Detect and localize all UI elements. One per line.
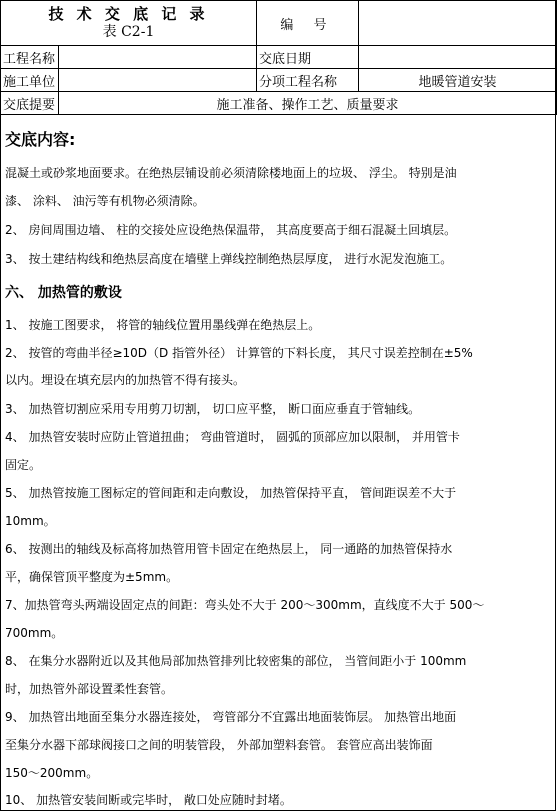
content-line: 7、加热管弯头两端设固定点的间距：弯头处不大于 200～300mm，直线度不大于 500～ [5, 598, 485, 612]
date-label: 交底日期 [257, 46, 359, 69]
content-line: 10mm。 [5, 514, 56, 528]
content-line: 固定。 [5, 458, 42, 472]
form-title-cell [1, 1, 257, 46]
number-field[interactable] [359, 1, 557, 46]
summary-label: 交底提要 [1, 92, 59, 115]
summary-field[interactable]: 施工准备、操作工艺、质量要求 [59, 92, 557, 115]
content-line: 8、 在集分水器附近以及其他局部加热管排列比较密集的部位， 当管间距小于 100mm [5, 654, 467, 668]
project-name-label: 工程名称 [1, 46, 59, 69]
number-label: 编 号 [257, 1, 359, 46]
content-line: 150～200mm。 [5, 766, 99, 780]
sub-project-label: 分项工程名称 [257, 69, 359, 92]
content-line: 3、 加热管切割应采用专用剪刀切割， 切口应平整， 断口面应垂直于管轴线。 [5, 402, 421, 416]
content-line: 2、 按管的弯曲半径≥10D（D 指管外径） 计算管的下料长度， 其尺寸误差控制在±5% [5, 346, 473, 360]
content-heading: 交底内容: [5, 130, 76, 149]
content-line: 10、 加热管安装间断或完毕时， 敞口处应随时封堵。 [5, 793, 292, 807]
date-field[interactable] [359, 46, 557, 69]
header-table [0, 0, 557, 115]
content-line: 平，确保管顶平整度为±5mm。 [5, 570, 179, 584]
content-line: 5、 加热管按施工图标定的管间距和走向敷设， 加热管保持平直， 管间距误差不大于 [5, 486, 457, 500]
content-line: 至集分水器下部球阀接口之间的明装管段， 外部加塑料套管。 套管应高出装饰面 [5, 738, 433, 752]
sub-project-field[interactable]: 地暖管道安装 [359, 69, 557, 92]
content-line: 以内。埋设在填充层内的加热管不得有接头。 [5, 373, 246, 387]
content-line: 1、 按施工图要求， 将管的轴线位置用墨线弹在绝热层上。 [5, 318, 321, 332]
unit-field[interactable] [59, 69, 257, 92]
content-line: 2、 房间周围边墙、 柱的交接处应设绝热保温带， 其高度要高于细石混凝土回填层。 [5, 223, 457, 237]
project-name-field[interactable] [59, 46, 257, 69]
content-line: 时，加热管外部设置柔性套管。 [5, 682, 174, 696]
unit-label: 施工单位 [1, 69, 59, 92]
content-line: 4、 加热管安装时应防止管道扭曲； 弯曲管道时， 圆弧的顶部应加以限制， 并用管卡 [5, 430, 460, 444]
content-line: 700mm。 [5, 626, 64, 640]
content-line: 3、 按土建结构线和绝热层高度在墙壁上弹线控制绝热层厚度， 进行水泥发泡施工。 [5, 252, 453, 266]
form-code: 表 C2-1 [102, 24, 155, 40]
content-line: 漆、 涂料、 油污等有机物必须清除。 [5, 194, 205, 208]
form-title: 技 术 交 底 记 录 [48, 5, 209, 23]
content-line: 9、 加热管出地面至集分水器连接处， 弯管部分不宜露出地面装饰层。 加热管出地面 [5, 710, 457, 724]
content-line: 6、 按测出的轴线及标高将加热管用管卡固定在绝热层上， 同一通路的加热管保持水 [5, 542, 453, 556]
content-line: 混凝土或砂浆地面要求。在绝热层铺设前必须清除楼地面上的垃圾、 浮尘。 特别是油 [5, 166, 457, 180]
section-6-title: 六、 加热管的敷设 [5, 285, 122, 301]
